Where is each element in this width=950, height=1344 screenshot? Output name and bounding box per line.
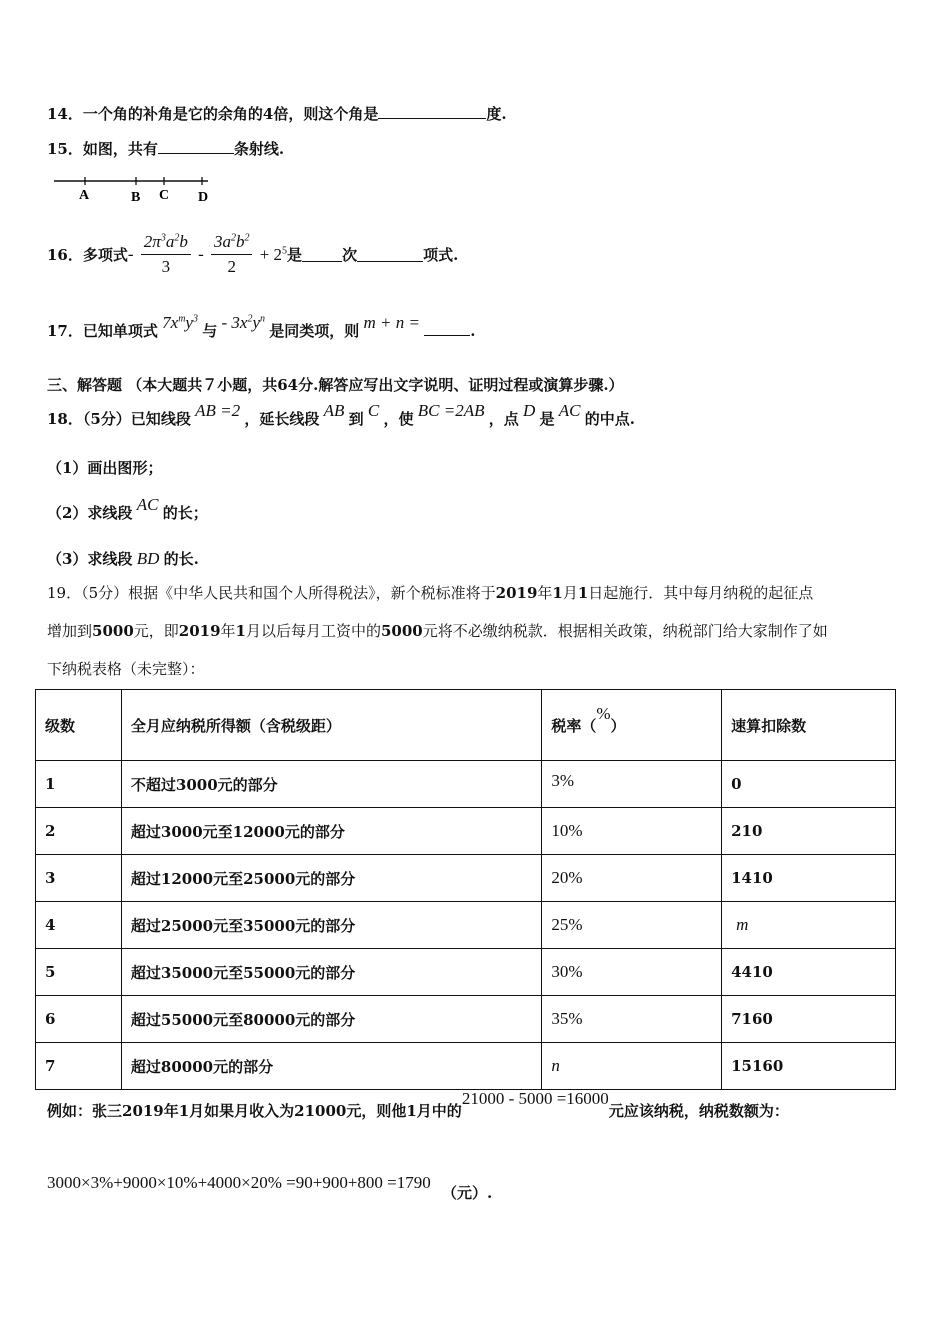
q19-l1c: 月 <box>562 584 578 602</box>
tax-table <box>35 689 896 1090</box>
q15-tail: 条射线. <box>233 140 285 158</box>
q19-l2e: 元将不必缴纳税款．根据相关政策，纳税部门给大家制作了如 <box>422 622 828 640</box>
q18-sub2-pre: （2）求线段 <box>47 504 133 522</box>
q17-with: 与 <box>202 322 218 340</box>
q18-sub2-ac: AC <box>132 495 163 514</box>
q18-p6: 的中点. <box>584 410 635 428</box>
ray-figure <box>52 172 222 204</box>
example-unit: （元）. <box>442 1184 493 1202</box>
question-17 <box>47 313 476 341</box>
cell-range: 超过80000元的部分 <box>121 1043 541 1090</box>
header-deduction: 速算扣除数 <box>722 690 896 761</box>
q19-l2a: 增加到 <box>47 622 93 640</box>
cell-rate: 3% <box>542 758 722 805</box>
q16-power-term: + $2^5$ <box>259 244 288 264</box>
cell-rate: 30% <box>542 949 722 996</box>
cell-deduction: 7160 <box>722 996 896 1043</box>
q15-text: 如图，共有 <box>82 140 158 158</box>
q19-year: 2019 <box>495 584 538 602</box>
example-pre: 例如：张三2019年1月如果月收入为21000元，则他1月中的 <box>47 1102 462 1120</box>
q19-month-2: 1 <box>235 622 246 640</box>
header-rate <box>542 690 722 761</box>
cell-range: 超过35000元至55000元的部分 <box>121 949 541 996</box>
cell-rate: 10% <box>542 808 722 855</box>
q19-l2d: 月以后每月工资中的 <box>245 622 381 640</box>
q15-number: 15． <box>47 140 83 158</box>
example-expression: 21000 - 5000 =16000 <box>461 1089 609 1108</box>
example-line-2 <box>47 1172 493 1202</box>
cell-deduction: m <box>722 902 896 949</box>
q16-fraction-1: $\frac{2\pi^3a^2b}{3}$ <box>141 232 191 277</box>
question-19 <box>47 574 907 688</box>
example-post: 元应该纳税，纳税数额为： <box>608 1102 789 1120</box>
header-rate-percent: % <box>596 703 611 723</box>
cell-deduction: 210 <box>722 808 896 855</box>
q19-line-2 <box>47 612 907 650</box>
q19-number: 19． <box>47 584 82 602</box>
q18-sub-2 <box>47 495 208 523</box>
q16-degree-blank[interactable] <box>302 247 342 262</box>
question-15 <box>47 138 284 159</box>
q17-monomial-2: - $3x^2y^n$ <box>217 313 265 332</box>
table-header-row <box>36 690 896 761</box>
q17-expression: m + n = <box>359 313 425 332</box>
q17-tail: 是同类项，则 <box>269 322 360 340</box>
table-row <box>36 761 896 808</box>
cell-deduction: 0 <box>722 761 896 808</box>
q19-l1d: 日起施行．其中每月纳税的起征点 <box>588 584 814 602</box>
q19-line-3: 下纳税表格（未完整）： <box>47 660 205 678</box>
q18-sub-3 <box>47 548 199 569</box>
q18-sub-1: （1）画出图形； <box>47 459 163 477</box>
q18-sub3-post: 的长. <box>163 550 199 568</box>
q18-ab: AB <box>319 401 349 420</box>
q19-day: 1 <box>577 584 589 602</box>
q18-p1: ，延长线段 <box>244 410 320 428</box>
table-row <box>36 996 896 1043</box>
q16-tail-a: 是 <box>287 246 303 264</box>
q17-monomial-1: $7x^my^3$ <box>157 313 198 332</box>
q14-tail: 度. <box>486 105 507 123</box>
cell-level: 7 <box>36 1043 122 1090</box>
q16-tail-b: 次 <box>342 246 358 264</box>
q17-text: 已知单项式 <box>82 322 158 340</box>
cell-deduction: 4410 <box>722 949 896 996</box>
cell-rate: 35% <box>542 996 722 1043</box>
cell-level: 2 <box>36 808 122 855</box>
table-row <box>36 902 896 949</box>
q19-month: 1 <box>552 584 563 602</box>
question-16 <box>47 232 458 277</box>
q18-p5: 是 <box>539 410 555 428</box>
cell-rate: n <box>542 1043 722 1090</box>
q19-amount-2: 5000 <box>381 622 423 640</box>
q18-ab-equals-2: AB =2 <box>190 401 245 420</box>
q18-ac: AC <box>554 401 585 420</box>
cell-range: 超过3000元至12000元的部分 <box>121 808 541 855</box>
header-level: 级数 <box>36 690 122 761</box>
q18-sub2-post: 的长； <box>162 504 208 522</box>
example-calculation: 3000×3%+9000×10%+4000×20% =90+900+800 =1790 <box>47 1173 431 1192</box>
q18-p4: ，点 <box>488 410 519 428</box>
cell-level: 4 <box>36 902 122 949</box>
table-row <box>36 808 896 855</box>
q17-end: . <box>470 322 476 340</box>
cell-rate: 25% <box>542 902 722 949</box>
q18-sub3-bd: BD <box>132 549 164 568</box>
header-rate-close: ） <box>610 716 626 735</box>
q19-year-2: 2019 <box>178 622 221 640</box>
q16-text: 多项式 <box>82 246 128 264</box>
q19-amount: 5000 <box>92 622 134 640</box>
q18-c: C <box>363 401 384 420</box>
q15-answer-blank[interactable] <box>158 139 234 154</box>
q18-d: D <box>518 401 540 420</box>
point-a-label: A <box>79 188 90 203</box>
q18-number: 18． <box>47 410 83 428</box>
cell-level: 3 <box>36 855 122 902</box>
point-d-label: D <box>198 190 209 204</box>
cell-rate: 20% <box>542 855 722 902</box>
table-row <box>36 855 896 902</box>
q16-tail-c: 项式. <box>423 246 459 264</box>
cell-range: 不超过3000元的部分 <box>121 761 541 808</box>
cell-range: 超过12000元至25000元的部分 <box>121 855 541 902</box>
question-14 <box>47 103 507 124</box>
cell-deduction: 15160 <box>722 1043 896 1090</box>
section-3-title: 三、解答题 （本大题共７小题，共64分.解答应写出文字说明、证明过程或演算步骤.） <box>47 376 624 394</box>
q16-terms-blank[interactable] <box>357 247 423 262</box>
question-18 <box>47 401 635 429</box>
header-range: 全月应纳税所得额（含税级距） <box>121 690 541 761</box>
table-row <box>36 949 896 996</box>
q18-score: （5分）已知线段 <box>82 410 191 428</box>
example-line-1 <box>47 1089 789 1121</box>
table-row <box>36 1043 896 1090</box>
cell-level: 5 <box>36 949 122 996</box>
q18-p2: 到 <box>348 410 364 428</box>
q19-l2b: 元，即 <box>133 622 179 640</box>
q17-answer-blank[interactable] <box>424 321 470 336</box>
q14-text: 一个角的补角是它的余角的4倍，则这个角是 <box>82 105 379 123</box>
q16-fraction-2: $\frac{3a^2b^2}{2}$ <box>211 232 253 277</box>
q19-l2c: 年 <box>220 622 236 640</box>
point-c-label: C <box>159 188 170 203</box>
q19-l1b: 年 <box>537 584 553 602</box>
cell-deduction: 1410 <box>722 855 896 902</box>
cell-range: 超过25000元至35000元的部分 <box>121 902 541 949</box>
q14-number: 14． <box>47 105 83 123</box>
cell-level: 1 <box>36 761 122 808</box>
q18-sub3-pre: （3）求线段 <box>47 550 133 568</box>
q17-number: 17． <box>47 322 83 340</box>
q14-answer-blank[interactable] <box>378 104 486 119</box>
cell-level: 6 <box>36 996 122 1043</box>
header-rate-open: 税率（ <box>551 716 597 735</box>
q18-p3: ，使 <box>383 410 414 428</box>
q16-minus-2: - <box>198 244 204 264</box>
q16-number: 16． <box>47 246 83 264</box>
q18-bc-equals-2ab: BC =2AB <box>413 401 489 420</box>
q19-line-1 <box>47 574 907 612</box>
point-b-label: B <box>131 190 141 204</box>
q19-l1a: （5分）根据《中华人民共和国个人所得税法》，新个税标准将于 <box>81 584 496 602</box>
cell-range: 超过55000元至80000元的部分 <box>121 996 541 1043</box>
q16-minus-1: - <box>127 244 134 264</box>
